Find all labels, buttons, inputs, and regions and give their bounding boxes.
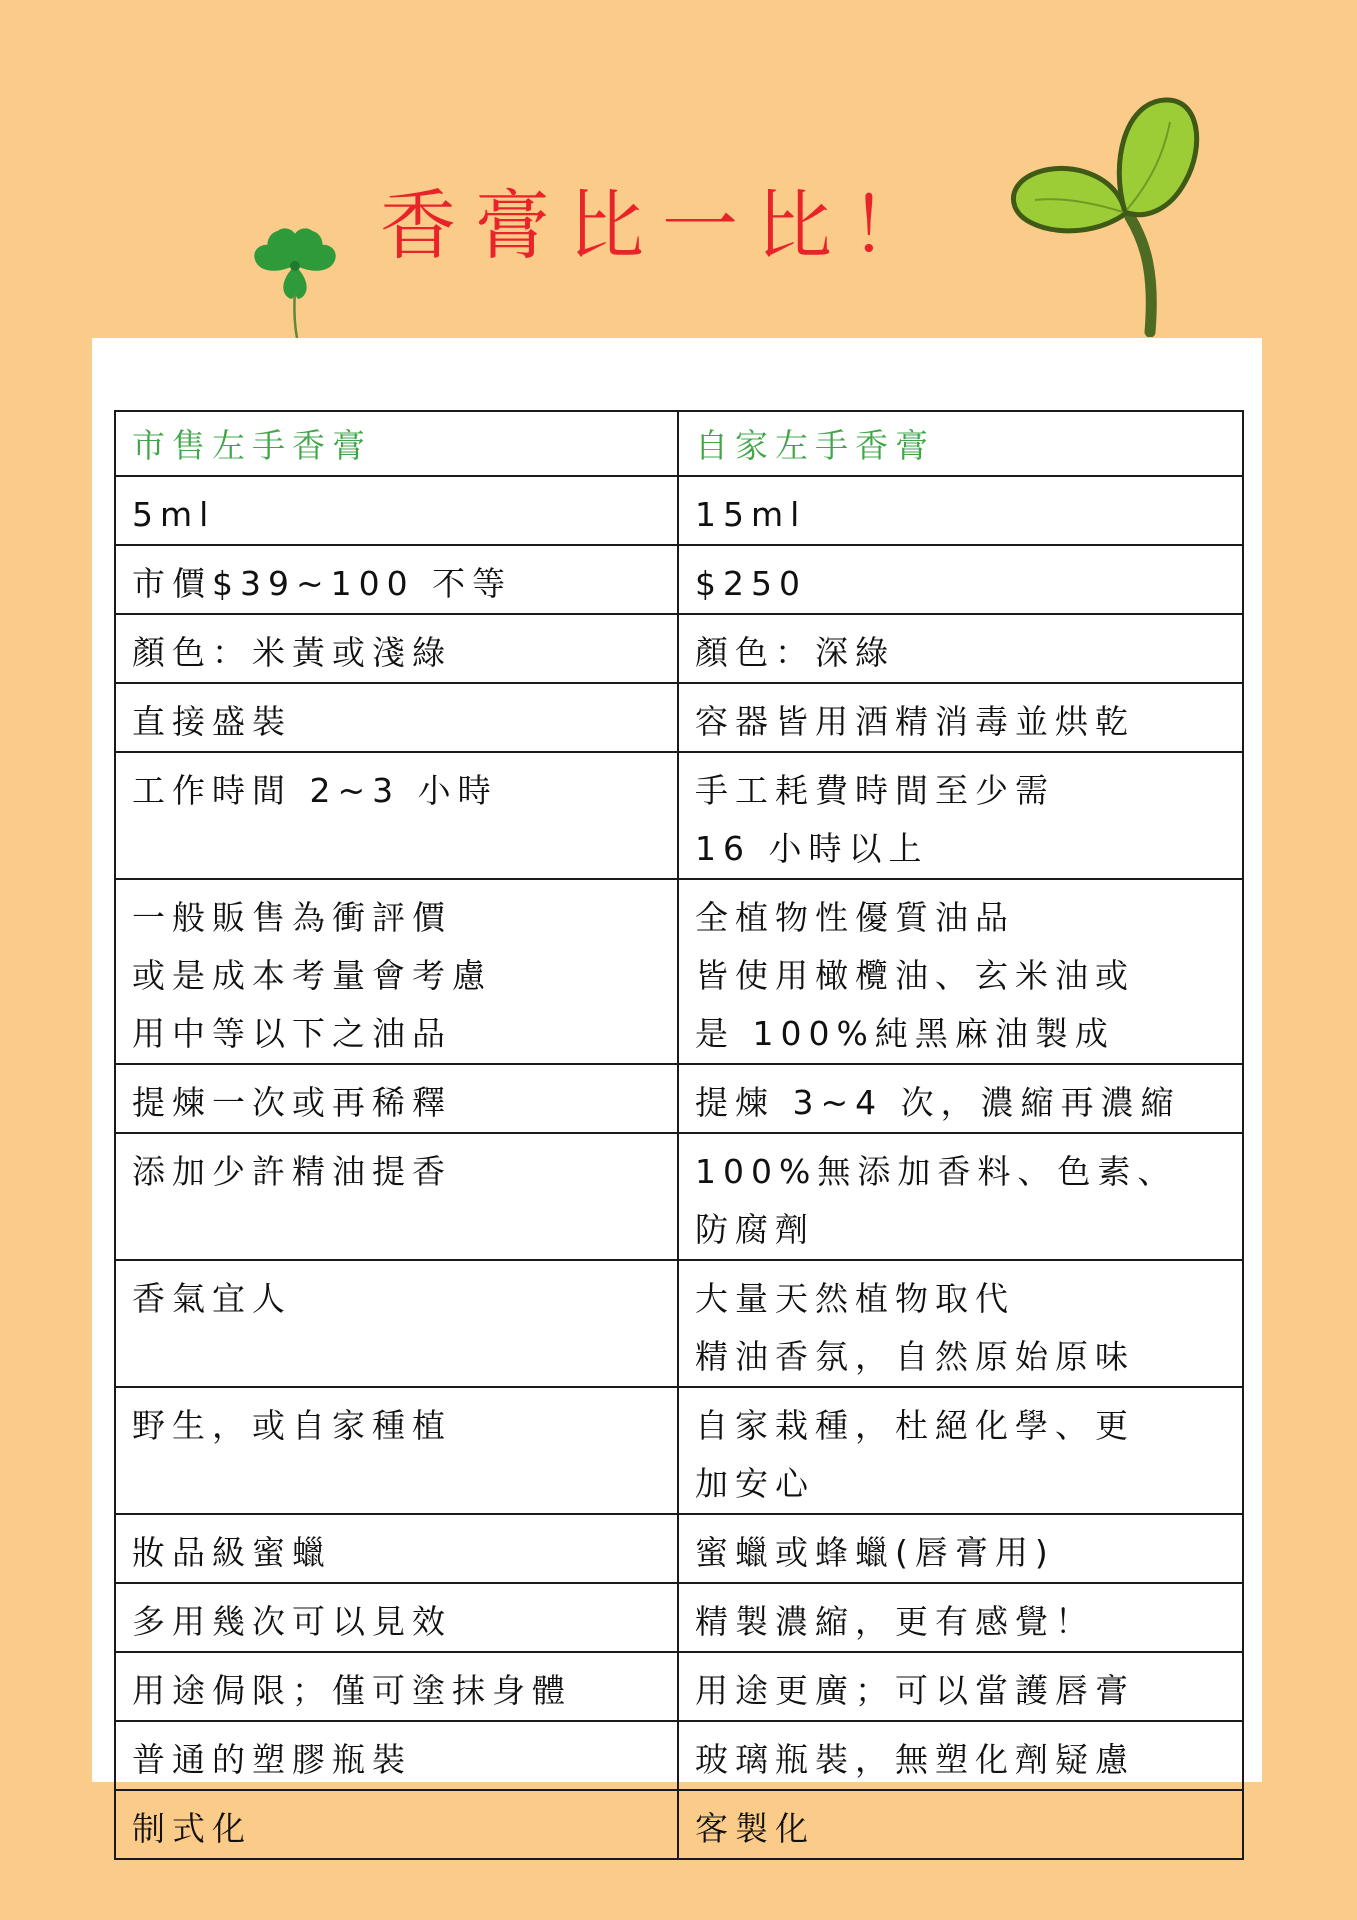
cell-home: 精製濃縮，更有感覺！	[678, 1583, 1243, 1652]
cell-home: 全植物性優質油品 皆使用橄欖油、玄米油或 是 100%純黑麻油製成	[678, 879, 1243, 1064]
cell-market: 用途侷限；僅可塗抹身體	[115, 1652, 678, 1721]
cell-home: 客製化	[678, 1790, 1243, 1859]
cell-market: 添加少許精油提香	[115, 1133, 678, 1260]
cell-home: 提煉 3~4 次，濃縮再濃縮	[678, 1064, 1243, 1133]
cell-home: 大量天然植物取代 精油香氛，自然原始原味	[678, 1260, 1243, 1387]
comparison-table	[114, 410, 1244, 1860]
comparison-card	[92, 338, 1262, 1848]
table-row	[115, 879, 1243, 1064]
cell-market: 野生，或自家種植	[115, 1387, 678, 1514]
table-row	[115, 1260, 1243, 1387]
cell-market: 5ml	[115, 476, 678, 545]
table-row	[115, 1064, 1243, 1133]
table-row	[115, 1790, 1243, 1859]
table-row	[115, 614, 1243, 683]
cell-market: 顏色：米黃或淺綠	[115, 614, 678, 683]
clover-icon	[245, 210, 345, 340]
table-row	[115, 1514, 1243, 1583]
cell-market: 普通的塑膠瓶裝	[115, 1721, 678, 1790]
cell-home: 玻璃瓶裝，無塑化劑疑慮	[678, 1721, 1243, 1790]
cell-market: 直接盛裝	[115, 683, 678, 752]
table-row	[115, 1133, 1243, 1260]
cell-market: 市價$39~100 不等	[115, 545, 678, 614]
table-row	[115, 1721, 1243, 1790]
header-home: 自家左手香膏	[678, 411, 1243, 476]
table-header-row	[115, 411, 1243, 476]
cell-home: 用途更廣；可以當護唇膏	[678, 1652, 1243, 1721]
cell-market: 提煉一次或再稀釋	[115, 1064, 678, 1133]
cell-market: 制式化	[115, 1790, 678, 1859]
table-row	[115, 1387, 1243, 1514]
cell-home: $250	[678, 545, 1243, 614]
cell-home: 15ml	[678, 476, 1243, 545]
sprout-icon	[1005, 92, 1205, 337]
cell-home: 100%無添加香料、色素、 防腐劑	[678, 1133, 1243, 1260]
table-row	[115, 683, 1243, 752]
header-market: 市售左手香膏	[115, 411, 678, 476]
cell-market: 工作時間 2~3 小時	[115, 752, 678, 879]
table-row	[115, 1652, 1243, 1721]
table-row	[115, 545, 1243, 614]
table-row	[115, 752, 1243, 879]
cell-home: 自家栽種，杜絕化學、更 加安心	[678, 1387, 1243, 1514]
cell-home: 顏色：深綠	[678, 614, 1243, 683]
table-row	[115, 1583, 1243, 1652]
page-title: 香膏比一比！	[380, 181, 944, 270]
cell-market: 妝品級蜜蠟	[115, 1514, 678, 1583]
cell-home: 蜜蠟或蜂蠟(唇膏用)	[678, 1514, 1243, 1583]
cell-market: 香氣宜人	[115, 1260, 678, 1387]
cell-home: 容器皆用酒精消毒並烘乾	[678, 683, 1243, 752]
table-row	[115, 476, 1243, 545]
cell-market: 一般販售為衝評價 或是成本考量會考慮 用中等以下之油品	[115, 879, 678, 1064]
cell-market: 多用幾次可以見效	[115, 1583, 678, 1652]
cell-home: 手工耗費時間至少需 16 小時以上	[678, 752, 1243, 879]
